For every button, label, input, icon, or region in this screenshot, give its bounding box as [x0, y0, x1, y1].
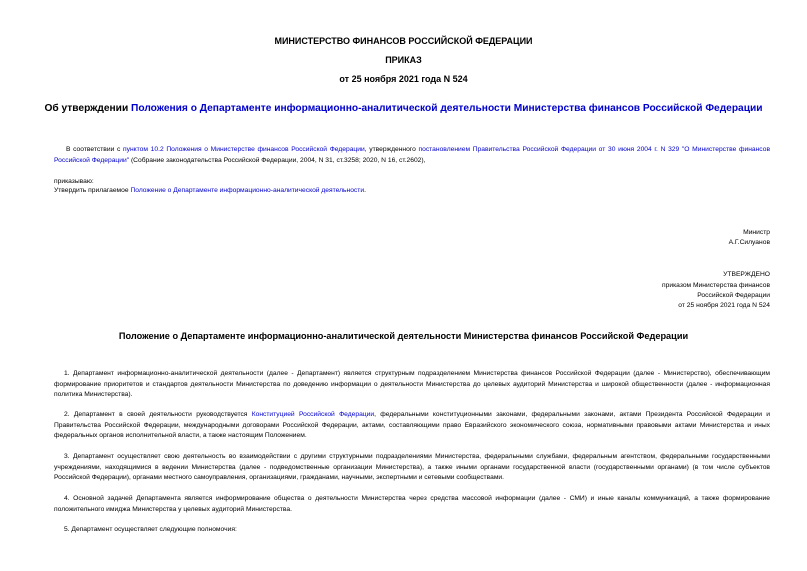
paragraph-5: 5. Департамент осуществляет следующие полномочия:: [64, 526, 237, 533]
preamble-text-1: В соответствии с: [66, 146, 124, 153]
paragraph-4: 4. Основной задачей Департамента является информирование общества о деятельности Министерства через средства массовой информации (далее - СМИ) и иные каналы коммуникаций, а также формирование положительного имиджа Министерства у целевых аудиторий Министерства.: [54, 495, 770, 513]
approve-end: .: [364, 187, 366, 194]
approval-order-by: приказом Министерства финансов: [662, 282, 770, 289]
signature-position: Министр: [743, 229, 770, 236]
paragraph-1: 1. Департамент информационно-аналитической деятельности (далее - Департамент) является структурным подразделением Министерства финансов Российской Федерации (далее - Министерство), обеспечивающим формирование приоритетов и стандартов деятельности Министерства по доведению информации о деятельности Министерства до целевых аудиторий Министерства и широкой общественности (далее - информационная политика Министерства).: [54, 370, 770, 398]
preamble-link-resolution[interactable]: постановлением Правительства Российской Федерации от 30 июня 2004 г. N 329 "О Министерстве финансов Российской Федерации": [54, 146, 771, 164]
order-prikazyvayu: приказываю:: [54, 178, 94, 185]
approve-link[interactable]: Положение о Департаменте информационно-аналитической деятельности: [130, 187, 365, 194]
document-title: [0, 103, 807, 114]
approval-federation: Российской Федерации: [697, 292, 770, 299]
signature-name: А.Г.Силуанов: [728, 239, 770, 246]
approve-text: Утвердить прилагаемое: [54, 187, 131, 194]
paragraph-2: [54, 410, 770, 442]
approval-date: от 25 ноября 2021 года N 524: [678, 302, 770, 309]
preamble-paragraph: [54, 145, 770, 166]
preamble-text-3: (Собрание законодательства Российской Федерации, 2004, N 31, ст.3258; 2020, N 16, ст.2602),: [129, 156, 426, 164]
p2-text-b: , федеральными конституционными законами, федеральными законами, актами Президента Российской Федерации и Правительства Российской Федерации, международными договорами Российской Федерации, актами, составляющими право Евразийского экономического союза, нормативными правовыми актами Министерства и иных федеральных органов исполнительной власти, а также настоящим Положением.: [54, 411, 771, 439]
ministry-header: МИНИСТЕРСТВО ФИНАНСОВ РОССИЙСКОЙ ФЕДЕРАЦИИ: [274, 36, 533, 46]
title-prefix: Об утверждении: [44, 103, 132, 114]
order-approve-line: [54, 186, 366, 197]
paragraph-3: 3. Департамент осуществляет свою деятельность во взаимодействии с другими структурными подразделениями Министерства, федеральными службами, федеральным агентством, федеральными государственными учреждениями, находящимися в ведении Министерства (далее - подведомственные организации Министерства), а также иными органами государственной власти (государственными органами) (в том числе субъектов Российской Федерации), органами местного самоуправления, организациями, гражданами, научными, экспертными и сетевыми сообществами.: [54, 453, 770, 481]
title-regulation-link[interactable]: Положения о Департаменте информационно-аналитической деятельности Министерства финансов Российской Федерации: [131, 103, 763, 114]
preamble-text-2: , утвержденного: [364, 146, 419, 153]
p2-text-a: 2. Департамент в своей деятельности руководствуется: [64, 411, 252, 418]
section-title: Положение о Департаменте информационно-аналитической деятельности Министерства финансов Российской Федерации: [118, 331, 689, 341]
p2-constitution-link[interactable]: Конституцией Российской Федерации: [251, 411, 375, 418]
doc-date-number: от 25 ноября 2021 года N 524: [339, 74, 468, 84]
approval-stamp-title: УТВЕРЖДЕНО: [723, 271, 770, 278]
doc-type: ПРИКАЗ: [385, 55, 422, 65]
preamble-link-regulation[interactable]: пунктом 10.2 Положения о Министерстве финансов Российской Федерации: [123, 146, 365, 153]
